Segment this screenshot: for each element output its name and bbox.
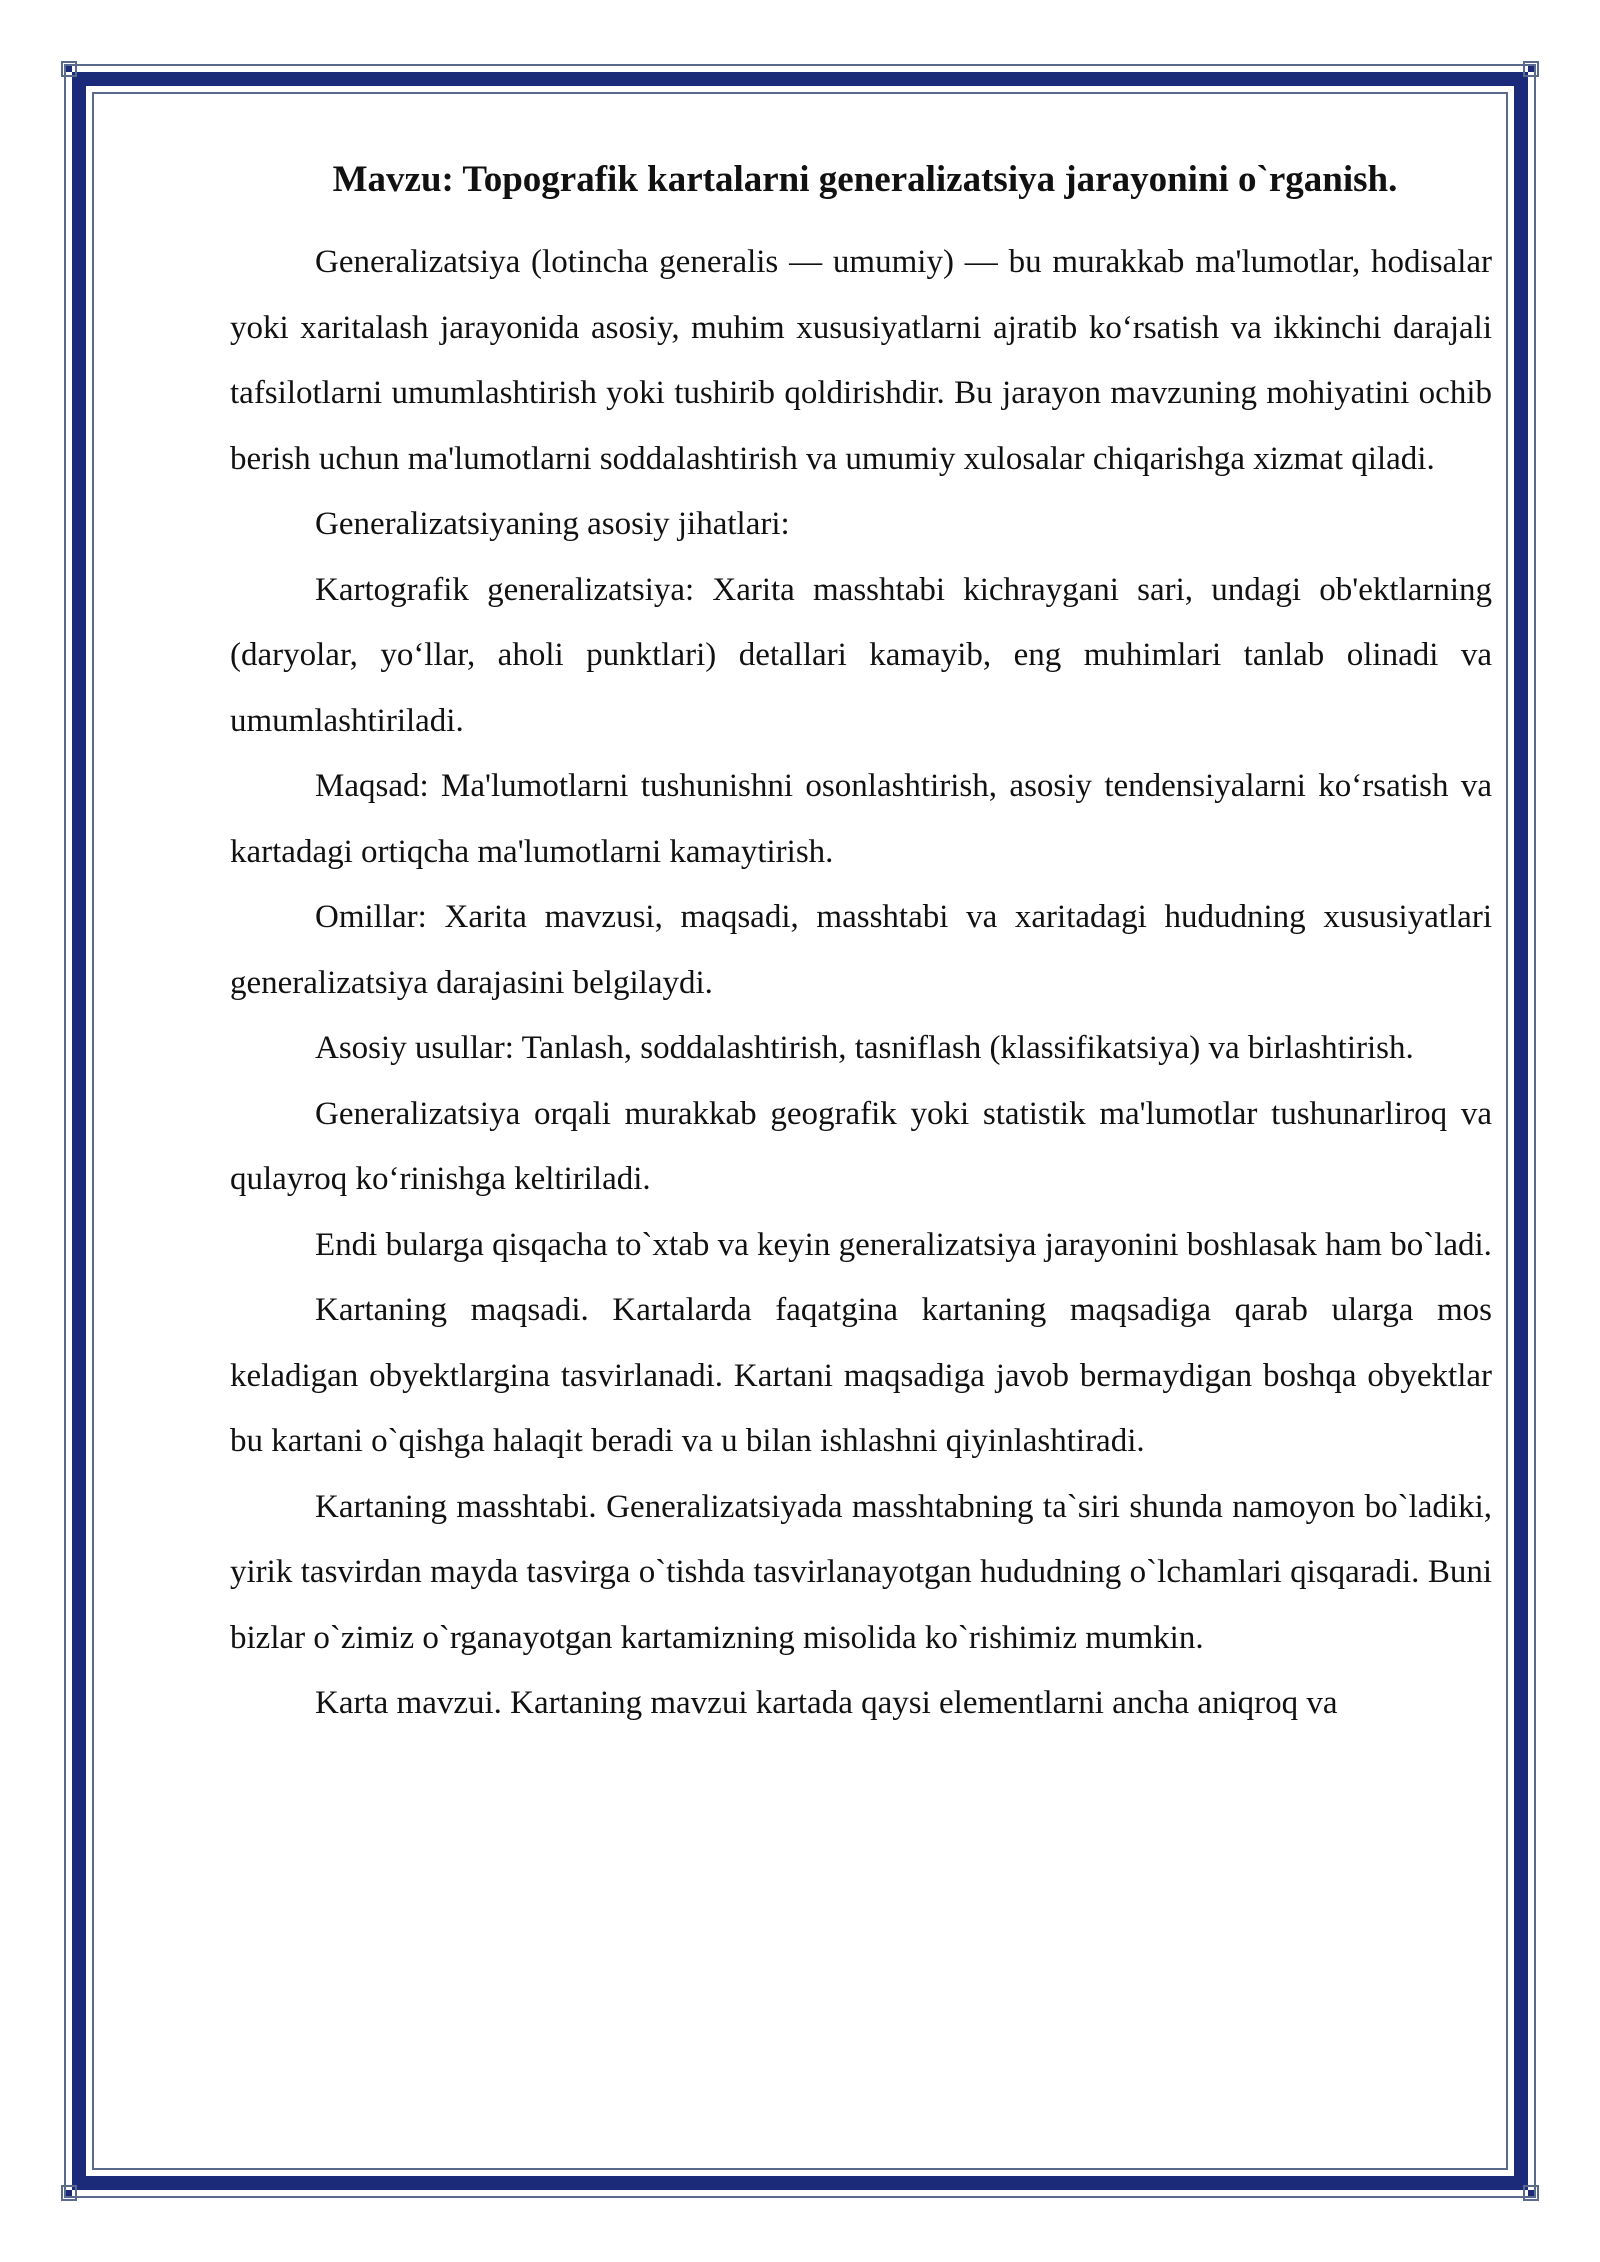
document-title: Mavzu: Topografik kartalarni generalizatsiya jarayonini o`rganish. <box>332 159 1398 200</box>
paragraph: Kartaning maqsadi. Kartalarda faqatgina kartaning maqsadiga qarab ularga mos keladigan obyektlargina tasvirlanadi. Kartani maqsadiga javob bermaydigan boshqa obyektlar bu kartani o`qishga halaqit beradi va u bilan ishlashni qiyinlashtiradi. <box>230 1292 1492 1459</box>
border-corner-ornament <box>58 2164 98 2204</box>
paragraph: Kartografik generalizatsiya: Xarita masshtabi kichraygani sari, undagi ob'ektlarning (daryolar, yo‘llar, aholi punktlari) detallari kamayib, eng muhimlari tanlab olinadi va umumlashtiriladi. <box>230 571 1492 739</box>
paragraph: Maqsad: Ma'lumotlarni tushunishni osonlashtirish, asosiy tendensiyalarni ko‘rsatish va kartadagi ortiqcha ma'lumotlarni kamaytirish. <box>230 768 1492 870</box>
paragraph: Omillar: Xarita mavzusi, maqsadi, masshtabi va xaritadagi hududning xususiyatlari generalizatsiya darajasini belgilaydi. <box>230 899 1492 1001</box>
paragraph: Endi bularga qisqacha to`xtab va keyin generalizatsiya jarayonini boshlasak ham bo`ladi. <box>315 1226 1492 1263</box>
border-corner-ornament <box>1502 58 1542 98</box>
paragraph: Karta mavzui. Kartaning mavzui kartada qaysi elementlarni ancha aniqroq va <box>315 1685 1338 1721</box>
border-corner-ornament <box>58 58 98 98</box>
paragraph: Generalizatsiya orqali murakkab geografik yoki statistik ma'lumotlar tushunarliroq va qulayroq ko‘rinishga keltiriladi. <box>230 1095 1492 1197</box>
border-corner-ornament <box>1502 2164 1542 2204</box>
paragraph: Generalizatsiyaning asosiy jihatlari: <box>315 506 790 542</box>
paragraph: Generalizatsiya (lotincha generalis — umumiy) — bu murakkab ma'lumotlar, hodisalar yoki xaritalash jarayonida asosiy, muhim xususiyatlarni ajratib ko‘rsatish va ikkinchi darajali tafsilotlarni umumlashtirish yoki tushirib qoldirishdir. Bu jarayon mavzuning mohiyatini ochib berish uchun ma'lumotlarni soddalashtirish va umumiy xulosalar chiqarishga xizmat qiladi. <box>230 244 1492 477</box>
paragraph: Asosiy usullar: Tanlash, soddalashtirish, tasniflash (klassifikatsiya) va birlashtirish. <box>315 1030 1414 1066</box>
document-body <box>230 150 1492 1737</box>
paragraph: Kartaning masshtabi. Generalizatsiyada masshtabning ta`siri shunda namoyon bo`ladiki, yirik tasvirdan mayda tasvirga o`tishda tasvirlanayotgan hududning o`lchamlari qisqaradi. Buni bizlar o`zimiz o`rganayotgan kartamizning misolida ko`rishimiz mumkin. <box>230 1488 1492 1656</box>
